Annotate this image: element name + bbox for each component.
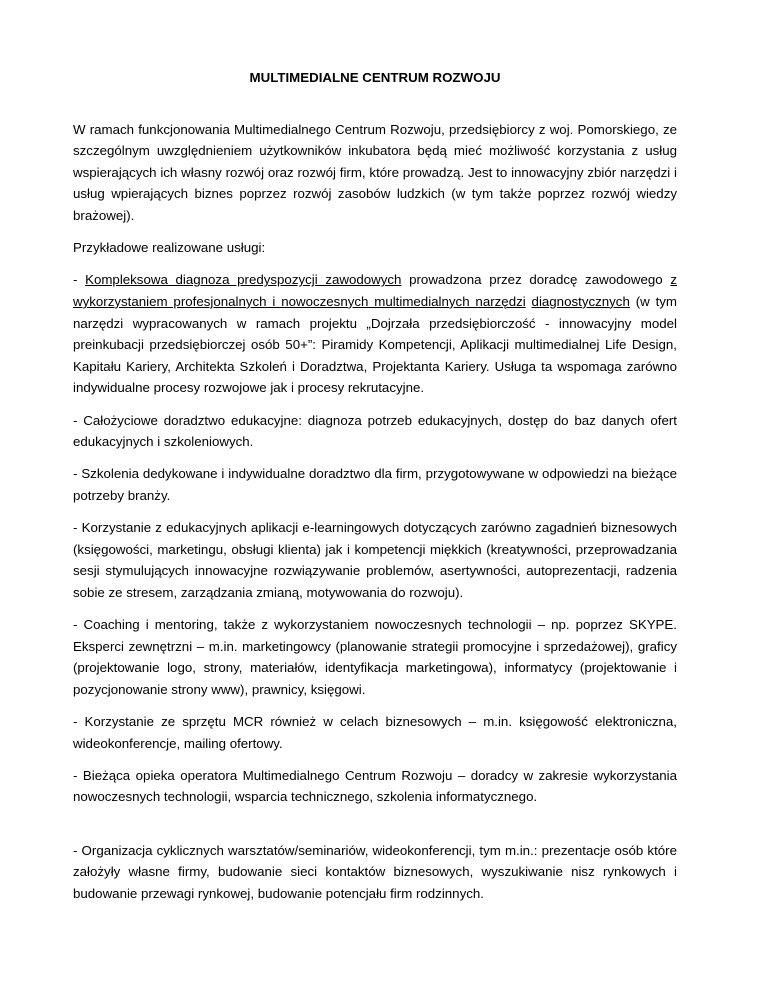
service-coaching-mentoring: - Coaching i mentoring, także z wykorzystaniem nowoczesnych technologii – np. poprzez SKYPE. Eksperci zewnętrzni – m.in. marketingowcy (planowanie strategii promocyjne i sprzedażowej), graficy (projektowanie logo, strony, materiałów, identyfikacja marketingowa), informatycy (projektowanie i pozycjonowanie strony www), prawnicy, księgowi.	[73, 617, 677, 697]
intro-paragraph: W ramach funkcjonowania Multimedialnego Centrum Rozwoju, przedsiębiorcy z woj. Pomorskiego, ze szczególnym uwzględnieniem użytkowników inkubatora będą mieć możliwość korzystania z usług wspierających ich własny rozwój oraz rozwój firm, które prowadzą. Jest to innowacyjny zbiór narzędzi i usług wpierających biznes poprzez rozwój zasobów ludzkich (w tym także poprzez rozwój wiedzy brażowej).	[73, 121, 677, 223]
underlined-phrase-tools: z wykorzystaniem profesjonalnych i nowoczesnych multimedialnych narzędzi	[73, 272, 677, 309]
service-educational-counseling: - Całożyciowe doradztwo edukacyjne: diagnoza potrzeb edukacyjnych, dostęp do baz danych ofert edukacyjnych i szkoleniowych.	[73, 412, 677, 450]
service-workshops: - Organizacja cyklicznych warsztatów/seminariów, wideokonferencji, tym m.in.: prezentacje osób które założyły własne firmy, budowanie sieci kontaktów biznesowych, wyszukiwanie nisz rynkowych i budowanie przewagi rynkowej, budowanie potencjału firm rodzinnych.	[73, 842, 677, 901]
service-dedicated-training: - Szkolenia dedykowane i indywidualne doradztwo dla firm, przygotowywane w odpowiedzi na bieżące potrzeby branży.	[73, 466, 677, 503]
underlined-phrase-diagnostic: diagnostycznych	[531, 293, 630, 309]
document-page	[73, 67, 677, 915]
paragraph-gap	[73, 819, 677, 840]
service-text: prowadzona przez doradcę zawodowego	[401, 272, 671, 288]
service-elearning-apps: - Korzystanie z edukacyjnych aplikacji e-learningowych dotyczących zarówno zagadnień biznesowych (księgowości, marketingu, obsługi klienta) jak i kompetencji miękkich (kreatywności, przeprowadzania sesji stymulujących innowacyjne rozwiązywanie problemów, asertywności, autoprezentacji, radzenia sobie ze stresem, zarządzania zmianą, motywowania do rozwoju).	[73, 520, 677, 600]
service-operator-care: - Bieżąca opieka operatora Multimedialnego Centrum Rozwoju – doradcy w zakresie wykorzystania nowoczesnych technologii, wsparcia technicznego, szkolenia informatycznego.	[73, 767, 677, 805]
service-equipment-use: - Korzystanie ze sprzętu MCR również w celach biznesowych – m.in. księgowość elektroniczna, wideokonferencje, mailing ofertowy.	[73, 714, 677, 751]
service-text: (w tym narzędzi wypracowanych w ramach projektu „Dojrzała przedsiębiorczość - innowacyjny model preinkubacji przedsiębiorczej osób 50+”: Piramidy Kompetencji, Aplikacji multimedialnej Life Design, Kapitału Kariery, Architekta Szkoleń i Doradztwa, Projektanta Kariery. Usługa ta wspomaga zarówno indywidualne procesy rozwojowe jak i procesy rekrutacyjne.	[73, 293, 677, 396]
document-title: MULTIMEDIALNE CENTRUM ROZWOJU	[249, 70, 501, 85]
service-career-diagnosis	[73, 269, 677, 399]
service-dash: -	[73, 272, 86, 288]
services-heading: Przykładowe realizowane usługi:	[73, 240, 266, 256]
underlined-phrase-diagnosis: Kompleksowa diagnoza predyspozycji zawodowych	[85, 272, 402, 288]
